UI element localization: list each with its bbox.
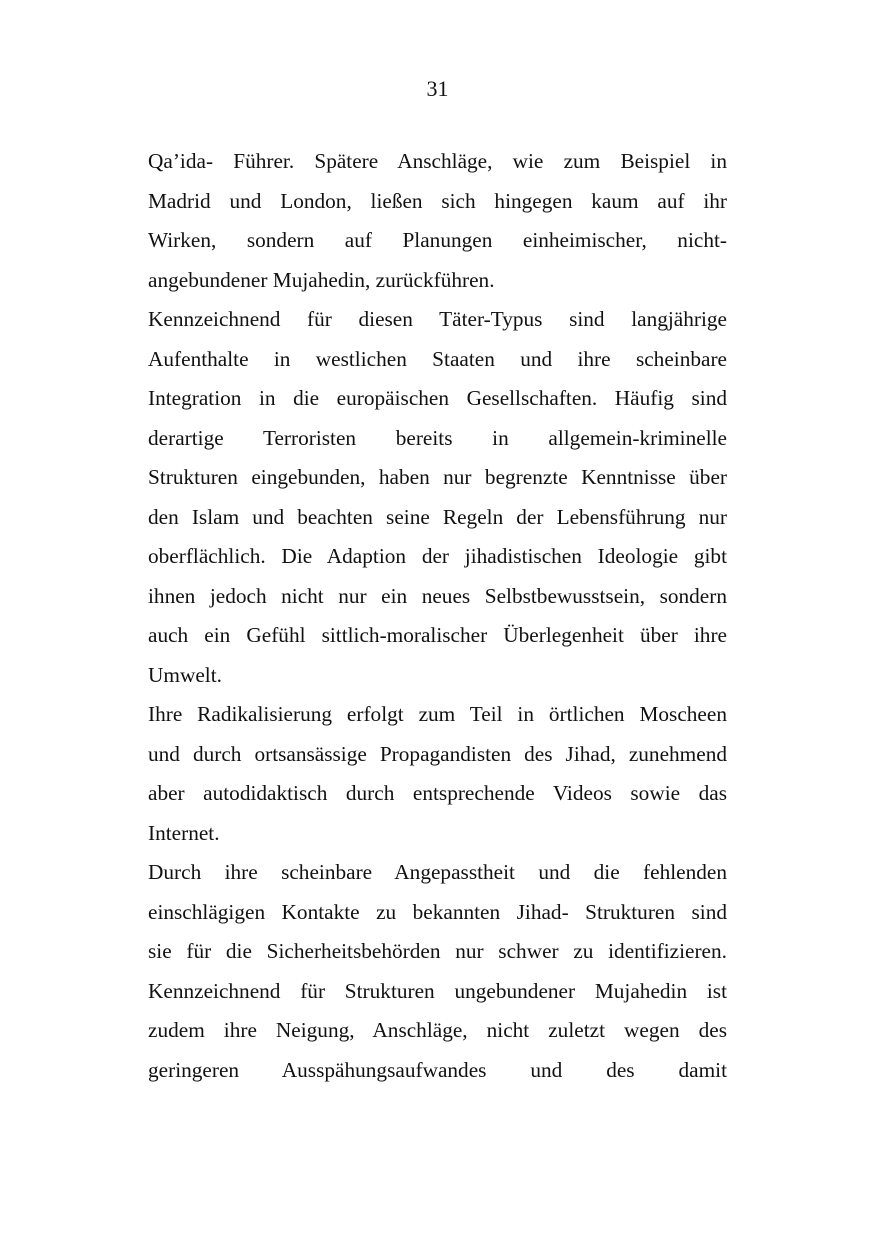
body-text [148,142,727,1090]
text-line: Qa’ida- Führer. Spätere Anschläge, wie zum Beispiel in [148,149,727,173]
text-line: einschlägigen Kontakte zu bekannten Jihad- Strukturen sind [148,899,727,924]
text-line: Aufenthalte in westlichen Staaten und ihre scheinbare [148,346,727,371]
text-line: Internet. [148,820,220,845]
text-line: ihnen jedoch nicht nur ein neues Selbstbewusstsein, sondern [148,583,727,608]
text-line: Durch ihre scheinbare Angepasstheit und die fehlenden [148,860,727,884]
page-number: 31 [426,76,449,101]
text-line: Strukturen eingebunden, haben nur begrenzte Kenntnisse über [148,465,727,489]
text-line: den Islam und beachten seine Regeln der Lebensführung nur [148,504,727,529]
text-line: Kennzeichnend für Strukturen ungebundener Mujahedin ist [148,978,727,1003]
text-line: aber autodidaktisch durch entsprechende Videos sowie das [148,781,727,805]
text-line: Ihre Radikalisierung erfolgt zum Teil in örtlichen Moscheen [148,702,727,726]
text-line: angebundener Mujahedin, zurückführen. [148,267,495,292]
text-line: geringeren Ausspähungsaufwandes und des damit [148,1057,727,1082]
text-line: und durch ortsansässige Propagandisten des Jihad, zunehmend [148,741,727,766]
text-line: zudem ihre Neigung, Anschläge, nicht zuletzt wegen des [148,1018,727,1042]
text-line: Wirken, sondern auf Planungen einheimischer, nicht- [148,228,727,252]
text-line: Madrid und London, ließen sich hingegen kaum auf ihr [148,188,727,213]
text-line: sie für die Sicherheitsbehörden nur schwer zu identifizieren. [148,939,727,963]
text-line: oberflächlich. Die Adaption der jihadistischen Ideologie gibt [148,544,727,568]
text-line: Integration in die europäischen Gesellschaften. Häufig sind [148,386,727,410]
text-line: Kennzeichnend für diesen Täter-Typus sind langjährige [148,307,727,331]
text-line: derartige Terroristen bereits in allgemein-kriminelle [148,425,727,450]
text-line: auch ein Gefühl sittlich-moralischer Überlegenheit über ihre [148,623,727,647]
text-line: Umwelt. [148,662,222,687]
